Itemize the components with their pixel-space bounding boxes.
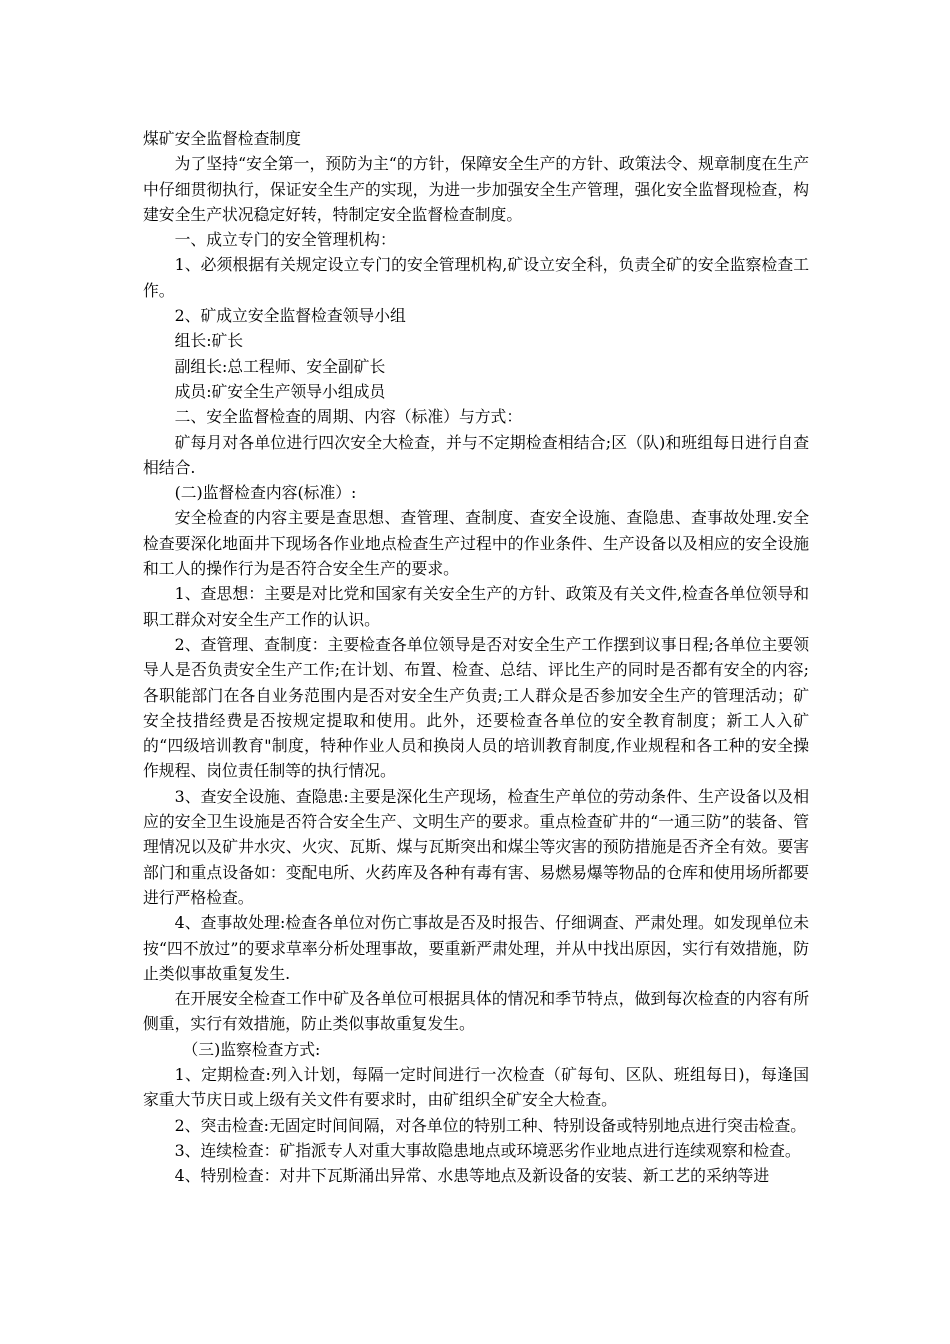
- continuous-check-paragraph: 3、连续检查：矿指派专人对重大事故隐患地点或环境恶劣作业地点进行连续观察和检查。: [174, 1140, 801, 1160]
- check-accident-paragraph: 4、查事故处理:检查各单位对伤亡事故是否及时报告、仔细调查、严肃处理。如发现单位未按“四不放过”的要求草率分析处理事故，要重新严肃处理，并从中找出原因，实行有效措施，防止类似事故重复发生.: [143, 913, 809, 983]
- check-thought-paragraph: 1、查思想：主要是对比党和国家有关安全生产的方针、政策及有关文件,检查各单位领导和职工群众对安全生产工作的认识。: [143, 584, 809, 629]
- seasonal-focus-paragraph: 在开展安全检查工作中矿及各单位可根据具体的情况和季节特点，做到每次检查的内容有所侧重，实行有效措施，防止类似事故重复发生。: [143, 989, 809, 1034]
- document-page: [143, 126, 809, 1188]
- subsection-heading-2-2: (二)监督检查内容(标准）:: [174, 483, 357, 503]
- surprise-check-paragraph: 2、突击检查:无固定时间间隔，对各单位的特别工种、特别设备或特别地点进行突击检查。: [174, 1115, 807, 1135]
- section-heading-2: 二、安全监督检查的周期、内容（标准）与方式：: [174, 407, 523, 427]
- section-heading-1: 一、成立专门的安全管理机构：: [174, 230, 396, 250]
- deputy-leader-line: 副组长:总工程师、安全副矿长: [174, 356, 386, 376]
- inspection-content-paragraph: 安全检查的内容主要是查思想、查管理、查制度、查安全设施、查隐患、查事故处理.安全检查要深化地面井下现场各作业地点检查生产过程中的作业条件、生产设备以及相应的安全设施和工人的操作行为是否符合安全生产的要求。: [143, 508, 809, 579]
- subsection-heading-2-3: （三)监察检查方式:: [182, 1039, 321, 1059]
- inspection-period-paragraph: 矿每月对各单位进行四次安全大检查，并与不定期检查相结合;区（队)和班组每日进行自查相结合.: [143, 432, 809, 477]
- special-check-paragraph: 4、特别检查：对井下瓦斯涌出异常、水患等地点及新设备的安装、新工艺的采纳等进: [174, 1166, 770, 1186]
- group-leader-line: 组长:矿长: [174, 331, 244, 351]
- paragraph-1-2: 2、矿成立安全监督检查领导小组: [174, 306, 406, 326]
- members-line: 成员:矿安全生产领导小组成员: [174, 381, 386, 401]
- document-title: 煤矿安全监督检查制度: [143, 129, 301, 148]
- paragraph-1-1: 1、必须根据有关规定设立专门的安全管理机构,矿设立安全科，负责全矿的安全监察检查工作。: [143, 255, 809, 300]
- check-facilities-paragraph: 3、查安全设施、查隐患:主要是深化生产现场，检查生产单位的劳动条件、生产设备以及相应的安全卫生设施是否符合安全生产、文明生产的要求。重点检查矿井的“一通三防”的装备、管理情况以及矿井水灾、火灾、瓦斯、煤与瓦斯突出和煤尘等灾害的预防措施是否齐全有效。要害部门和重点设备如：变配电所、火药库及各种有毒有害、易燃易爆等物品的仓库和使用场所都要进行严格检查。: [143, 786, 809, 907]
- intro-paragraph: 为了坚持“安全第一，预防为主“的方针，保障安全生产的方针、政策法令、规章制度在生产中仔细贯彻执行，保证安全生产的实现，为进一步加强安全生产管理，强化安全监督现检查，构建安全生产状况稳定好转，特制定安全监督检查制度。: [143, 154, 809, 224]
- check-management-paragraph: 2、查管理、查制度：主要检查各单位领导是否对安全生产工作摆到议事日程;各单位主要领导人是否负责安全生产工作;在计划、布置、检查、总结、评比生产的同时是否都有安全的内容;各职能部门在各自业务范围内是否对安全生产负责;工人群众是否参加安全生产的管理活动；矿安全技措经费是否按规定提取和使用。此外，还要检查各单位的安全教育制度；新工人入矿的“四级培训教育"制度，特种作业人员和换岗人员的培训教育制度,作业规程和各工种的安全操作规程、岗位责任制等的执行情况。: [143, 634, 809, 781]
- periodic-check-paragraph: 1、定期检查:列入计划，每隔一定时间进行一次检查（矿每旬、区队、班组每日)，每逢国家重大节庆日或上级有关文件有要求时，由矿组织全矿安全大检查。: [143, 1064, 809, 1110]
